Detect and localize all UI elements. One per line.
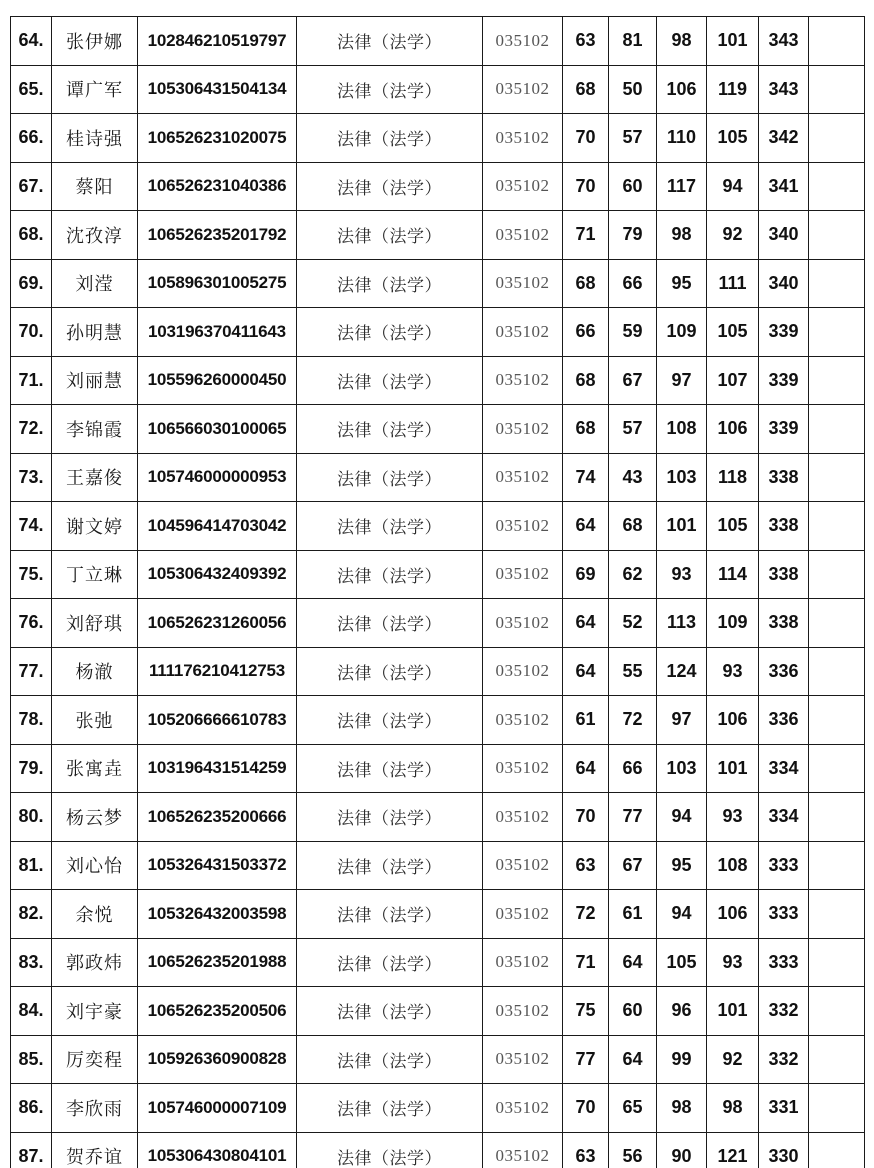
cell-program-code: 035102: [483, 162, 563, 211]
cell-score-foreign-language: 60: [609, 987, 657, 1036]
cell-score-subject-two: 93: [707, 793, 759, 842]
cell-rank: 67.: [11, 162, 52, 211]
cell-name: 刘宇豪: [52, 987, 138, 1036]
table-row: [11, 550, 865, 599]
cell-score-subject-two: 114: [707, 550, 759, 599]
cell-score-subject-one: 117: [657, 162, 707, 211]
cell-candidate-id: 105206666610783: [138, 696, 297, 745]
cell-total-score: 341: [759, 162, 809, 211]
cell-score-foreign-language: 52: [609, 599, 657, 648]
cell-score-subject-one: 124: [657, 647, 707, 696]
cell-remark: [809, 308, 865, 357]
cell-score-foreign-language: 65: [609, 1084, 657, 1133]
cell-rank: 72.: [11, 405, 52, 454]
cell-program-code: 035102: [483, 647, 563, 696]
cell-remark: [809, 453, 865, 502]
cell-total-score: 343: [759, 65, 809, 114]
cell-score-foreign-language: 72: [609, 696, 657, 745]
cell-rank: 86.: [11, 1084, 52, 1133]
table-row: [11, 308, 865, 357]
cell-score-subject-two: 93: [707, 647, 759, 696]
cell-remark: [809, 356, 865, 405]
cell-remark: [809, 841, 865, 890]
cell-remark: [809, 65, 865, 114]
cell-program-name: 法律（法学）: [297, 162, 483, 211]
cell-program-name: 法律（法学）: [297, 211, 483, 260]
cell-program-name: 法律（法学）: [297, 550, 483, 599]
cell-remark: [809, 17, 865, 66]
cell-score-politics: 75: [563, 987, 609, 1036]
cell-name: 刘舒琪: [52, 599, 138, 648]
cell-program-name: 法律（法学）: [297, 502, 483, 551]
cell-rank: 66.: [11, 114, 52, 163]
cell-score-subject-one: 98: [657, 211, 707, 260]
cell-candidate-id: 106526235201988: [138, 938, 297, 987]
cell-total-score: 333: [759, 938, 809, 987]
cell-total-score: 338: [759, 453, 809, 502]
cell-score-subject-one: 105: [657, 938, 707, 987]
cell-rank: 70.: [11, 308, 52, 357]
cell-rank: 71.: [11, 356, 52, 405]
cell-total-score: 332: [759, 987, 809, 1036]
cell-score-subject-two: 98: [707, 1084, 759, 1133]
cell-score-politics: 70: [563, 793, 609, 842]
cell-name: 孙明慧: [52, 308, 138, 357]
cell-total-score: 333: [759, 841, 809, 890]
cell-score-subject-one: 94: [657, 890, 707, 939]
table-row: [11, 744, 865, 793]
cell-candidate-id: 105306432409392: [138, 550, 297, 599]
cell-total-score: 339: [759, 308, 809, 357]
cell-name: 谭广军: [52, 65, 138, 114]
cell-score-subject-two: 121: [707, 1132, 759, 1168]
table-row: [11, 938, 865, 987]
cell-program-code: 035102: [483, 550, 563, 599]
cell-total-score: 331: [759, 1084, 809, 1133]
cell-score-subject-two: 106: [707, 405, 759, 454]
cell-remark: [809, 938, 865, 987]
cell-score-subject-one: 98: [657, 17, 707, 66]
cell-score-subject-two: 93: [707, 938, 759, 987]
cell-score-subject-one: 109: [657, 308, 707, 357]
cell-score-politics: 66: [563, 308, 609, 357]
cell-program-name: 法律（法学）: [297, 17, 483, 66]
cell-score-subject-one: 101: [657, 502, 707, 551]
table-row: [11, 987, 865, 1036]
cell-program-code: 035102: [483, 259, 563, 308]
cell-remark: [809, 1132, 865, 1168]
cell-rank: 87.: [11, 1132, 52, 1168]
cell-remark: [809, 211, 865, 260]
cell-score-subject-one: 97: [657, 696, 707, 745]
cell-name: 刘滢: [52, 259, 138, 308]
cell-remark: [809, 793, 865, 842]
cell-program-code: 035102: [483, 1035, 563, 1084]
cell-score-foreign-language: 61: [609, 890, 657, 939]
cell-program-name: 法律（法学）: [297, 1084, 483, 1133]
table-row: [11, 696, 865, 745]
cell-remark: [809, 502, 865, 551]
cell-score-politics: 64: [563, 744, 609, 793]
cell-program-name: 法律（法学）: [297, 65, 483, 114]
cell-candidate-id: 106566030100065: [138, 405, 297, 454]
cell-program-name: 法律（法学）: [297, 1035, 483, 1084]
table-row: [11, 599, 865, 648]
cell-rank: 77.: [11, 647, 52, 696]
cell-total-score: 339: [759, 405, 809, 454]
cell-rank: 68.: [11, 211, 52, 260]
cell-rank: 84.: [11, 987, 52, 1036]
cell-remark: [809, 114, 865, 163]
cell-score-politics: 64: [563, 647, 609, 696]
cell-rank: 83.: [11, 938, 52, 987]
cell-candidate-id: 105306431504134: [138, 65, 297, 114]
cell-score-foreign-language: 68: [609, 502, 657, 551]
cell-total-score: 343: [759, 17, 809, 66]
cell-score-politics: 63: [563, 1132, 609, 1168]
table-row: [11, 356, 865, 405]
cell-rank: 82.: [11, 890, 52, 939]
cell-score-politics: 68: [563, 259, 609, 308]
cell-program-code: 035102: [483, 356, 563, 405]
cell-name: 厉奕程: [52, 1035, 138, 1084]
cell-total-score: 333: [759, 890, 809, 939]
cell-name: 刘丽慧: [52, 356, 138, 405]
cell-rank: 73.: [11, 453, 52, 502]
cell-program-name: 法律（法学）: [297, 599, 483, 648]
cell-program-code: 035102: [483, 1132, 563, 1168]
cell-score-subject-two: 92: [707, 1035, 759, 1084]
cell-total-score: 334: [759, 793, 809, 842]
cell-program-code: 035102: [483, 890, 563, 939]
table-row: [11, 793, 865, 842]
cell-program-name: 法律（法学）: [297, 1132, 483, 1168]
cell-name: 杨云梦: [52, 793, 138, 842]
cell-remark: [809, 162, 865, 211]
cell-score-politics: 72: [563, 890, 609, 939]
cell-score-subject-two: 106: [707, 890, 759, 939]
cell-program-name: 法律（法学）: [297, 744, 483, 793]
cell-score-foreign-language: 55: [609, 647, 657, 696]
cell-candidate-id: 105326432003598: [138, 890, 297, 939]
cell-total-score: 340: [759, 211, 809, 260]
cell-program-name: 法律（法学）: [297, 114, 483, 163]
cell-program-name: 法律（法学）: [297, 647, 483, 696]
cell-score-foreign-language: 64: [609, 938, 657, 987]
cell-total-score: 336: [759, 647, 809, 696]
cell-program-code: 035102: [483, 599, 563, 648]
cell-score-subject-two: 118: [707, 453, 759, 502]
table-row: [11, 259, 865, 308]
cell-score-politics: 64: [563, 599, 609, 648]
cell-score-subject-one: 97: [657, 356, 707, 405]
cell-program-code: 035102: [483, 987, 563, 1036]
cell-score-subject-two: 101: [707, 744, 759, 793]
cell-score-foreign-language: 60: [609, 162, 657, 211]
cell-program-code: 035102: [483, 17, 563, 66]
cell-score-subject-one: 94: [657, 793, 707, 842]
cell-name: 王嘉俊: [52, 453, 138, 502]
cell-total-score: 339: [759, 356, 809, 405]
cell-name: 李锦霞: [52, 405, 138, 454]
cell-total-score: 332: [759, 1035, 809, 1084]
cell-score-politics: 69: [563, 550, 609, 599]
cell-score-foreign-language: 79: [609, 211, 657, 260]
cell-candidate-id: 103196431514259: [138, 744, 297, 793]
cell-score-politics: 70: [563, 162, 609, 211]
cell-candidate-id: 105746000000953: [138, 453, 297, 502]
cell-score-subject-two: 109: [707, 599, 759, 648]
cell-program-code: 035102: [483, 841, 563, 890]
cell-score-subject-two: 108: [707, 841, 759, 890]
cell-score-subject-one: 98: [657, 1084, 707, 1133]
admission-score-table: [10, 16, 865, 1168]
cell-score-subject-one: 93: [657, 550, 707, 599]
cell-total-score: 334: [759, 744, 809, 793]
cell-program-name: 法律（法学）: [297, 938, 483, 987]
cell-total-score: 336: [759, 696, 809, 745]
cell-program-name: 法律（法学）: [297, 259, 483, 308]
cell-score-subject-two: 101: [707, 987, 759, 1036]
cell-program-name: 法律（法学）: [297, 793, 483, 842]
cell-score-politics: 71: [563, 938, 609, 987]
cell-score-politics: 63: [563, 841, 609, 890]
cell-score-foreign-language: 67: [609, 356, 657, 405]
cell-score-subject-two: 106: [707, 696, 759, 745]
cell-name: 蔡阳: [52, 162, 138, 211]
cell-program-name: 法律（法学）: [297, 453, 483, 502]
cell-remark: [809, 259, 865, 308]
table-row: [11, 1084, 865, 1133]
cell-candidate-id: 105746000007109: [138, 1084, 297, 1133]
cell-rank: 65.: [11, 65, 52, 114]
cell-remark: [809, 599, 865, 648]
cell-score-politics: 68: [563, 356, 609, 405]
cell-remark: [809, 1084, 865, 1133]
table-row: [11, 453, 865, 502]
cell-score-politics: 63: [563, 17, 609, 66]
cell-score-subject-two: 119: [707, 65, 759, 114]
cell-name: 刘心怡: [52, 841, 138, 890]
cell-score-politics: 61: [563, 696, 609, 745]
cell-candidate-id: 105926360900828: [138, 1035, 297, 1084]
cell-score-foreign-language: 56: [609, 1132, 657, 1168]
cell-rank: 79.: [11, 744, 52, 793]
cell-program-name: 法律（法学）: [297, 890, 483, 939]
cell-score-foreign-language: 57: [609, 405, 657, 454]
cell-score-subject-two: 105: [707, 308, 759, 357]
cell-score-foreign-language: 81: [609, 17, 657, 66]
cell-score-politics: 68: [563, 65, 609, 114]
cell-remark: [809, 890, 865, 939]
cell-score-politics: 68: [563, 405, 609, 454]
cell-score-subject-one: 99: [657, 1035, 707, 1084]
cell-score-foreign-language: 43: [609, 453, 657, 502]
cell-remark: [809, 1035, 865, 1084]
cell-candidate-id: 106526231020075: [138, 114, 297, 163]
cell-program-name: 法律（法学）: [297, 356, 483, 405]
cell-score-politics: 64: [563, 502, 609, 551]
table-row: [11, 1035, 865, 1084]
cell-name: 杨澈: [52, 647, 138, 696]
cell-score-foreign-language: 50: [609, 65, 657, 114]
cell-remark: [809, 405, 865, 454]
cell-program-code: 035102: [483, 1084, 563, 1133]
cell-remark: [809, 647, 865, 696]
cell-score-politics: 74: [563, 453, 609, 502]
cell-rank: 69.: [11, 259, 52, 308]
cell-program-code: 035102: [483, 65, 563, 114]
table-row: [11, 502, 865, 551]
cell-program-name: 法律（法学）: [297, 405, 483, 454]
cell-program-code: 035102: [483, 114, 563, 163]
cell-score-subject-two: 94: [707, 162, 759, 211]
table-row: [11, 162, 865, 211]
cell-rank: 80.: [11, 793, 52, 842]
cell-name: 谢文婷: [52, 502, 138, 551]
cell-score-subject-two: 92: [707, 211, 759, 260]
cell-candidate-id: 105306430804101: [138, 1132, 297, 1168]
table-row: [11, 1132, 865, 1168]
cell-total-score: 340: [759, 259, 809, 308]
table-row: [11, 211, 865, 260]
cell-candidate-id: 105596260000450: [138, 356, 297, 405]
cell-program-code: 035102: [483, 502, 563, 551]
table-row: [11, 17, 865, 66]
cell-program-code: 035102: [483, 744, 563, 793]
cell-candidate-id: 102846210519797: [138, 17, 297, 66]
cell-candidate-id: 106526231260056: [138, 599, 297, 648]
cell-program-name: 法律（法学）: [297, 696, 483, 745]
cell-candidate-id: 105896301005275: [138, 259, 297, 308]
cell-rank: 78.: [11, 696, 52, 745]
cell-score-subject-one: 103: [657, 453, 707, 502]
cell-score-foreign-language: 57: [609, 114, 657, 163]
cell-program-code: 035102: [483, 453, 563, 502]
cell-candidate-id: 106526235201792: [138, 211, 297, 260]
cell-score-subject-one: 108: [657, 405, 707, 454]
cell-total-score: 338: [759, 550, 809, 599]
cell-score-politics: 70: [563, 114, 609, 163]
cell-program-name: 法律（法学）: [297, 841, 483, 890]
cell-name: 张寓垚: [52, 744, 138, 793]
cell-name: 张伊娜: [52, 17, 138, 66]
cell-candidate-id: 106526235200666: [138, 793, 297, 842]
cell-score-foreign-language: 62: [609, 550, 657, 599]
cell-rank: 85.: [11, 1035, 52, 1084]
cell-rank: 64.: [11, 17, 52, 66]
cell-score-subject-one: 113: [657, 599, 707, 648]
cell-score-subject-one: 96: [657, 987, 707, 1036]
cell-total-score: 338: [759, 502, 809, 551]
cell-name: 桂诗强: [52, 114, 138, 163]
cell-score-subject-two: 105: [707, 114, 759, 163]
cell-program-code: 035102: [483, 938, 563, 987]
cell-candidate-id: 106526231040386: [138, 162, 297, 211]
cell-remark: [809, 744, 865, 793]
cell-total-score: 330: [759, 1132, 809, 1168]
cell-name: 沈孜淳: [52, 211, 138, 260]
cell-name: 张弛: [52, 696, 138, 745]
cell-score-politics: 71: [563, 211, 609, 260]
cell-program-code: 035102: [483, 211, 563, 260]
cell-name: 郭政炜: [52, 938, 138, 987]
cell-score-subject-one: 95: [657, 259, 707, 308]
cell-name: 李欣雨: [52, 1084, 138, 1133]
cell-score-subject-two: 105: [707, 502, 759, 551]
cell-score-foreign-language: 66: [609, 744, 657, 793]
cell-name: 余悦: [52, 890, 138, 939]
cell-program-name: 法律（法学）: [297, 308, 483, 357]
cell-candidate-id: 104596414703042: [138, 502, 297, 551]
cell-score-politics: 77: [563, 1035, 609, 1084]
cell-score-subject-two: 101: [707, 17, 759, 66]
cell-candidate-id: 106526235200506: [138, 987, 297, 1036]
cell-score-subject-one: 103: [657, 744, 707, 793]
cell-program-name: 法律（法学）: [297, 987, 483, 1036]
cell-rank: 74.: [11, 502, 52, 551]
table-row: [11, 647, 865, 696]
cell-candidate-id: 103196370411643: [138, 308, 297, 357]
cell-score-foreign-language: 67: [609, 841, 657, 890]
score-table-container: [10, 16, 864, 1168]
cell-program-code: 035102: [483, 793, 563, 842]
cell-score-foreign-language: 59: [609, 308, 657, 357]
cell-score-foreign-language: 77: [609, 793, 657, 842]
cell-name: 丁立琳: [52, 550, 138, 599]
cell-score-subject-one: 95: [657, 841, 707, 890]
cell-score-foreign-language: 66: [609, 259, 657, 308]
table-row: [11, 841, 865, 890]
cell-score-subject-two: 111: [707, 259, 759, 308]
cell-score-subject-two: 107: [707, 356, 759, 405]
table-row: [11, 114, 865, 163]
table-row: [11, 890, 865, 939]
cell-program-code: 035102: [483, 405, 563, 454]
cell-candidate-id: 105326431503372: [138, 841, 297, 890]
cell-score-politics: 70: [563, 1084, 609, 1133]
cell-remark: [809, 550, 865, 599]
cell-rank: 75.: [11, 550, 52, 599]
cell-total-score: 342: [759, 114, 809, 163]
cell-program-code: 035102: [483, 696, 563, 745]
table-row: [11, 65, 865, 114]
cell-score-subject-one: 90: [657, 1132, 707, 1168]
cell-program-code: 035102: [483, 308, 563, 357]
cell-rank: 81.: [11, 841, 52, 890]
cell-score-subject-one: 110: [657, 114, 707, 163]
cell-remark: [809, 987, 865, 1036]
cell-rank: 76.: [11, 599, 52, 648]
table-row: [11, 405, 865, 454]
cell-total-score: 338: [759, 599, 809, 648]
cell-score-foreign-language: 64: [609, 1035, 657, 1084]
cell-candidate-id: 111176210412753: [138, 647, 297, 696]
cell-score-subject-one: 106: [657, 65, 707, 114]
cell-remark: [809, 696, 865, 745]
table-body: [11, 17, 865, 1168]
cell-name: 贺乔谊: [52, 1132, 138, 1168]
